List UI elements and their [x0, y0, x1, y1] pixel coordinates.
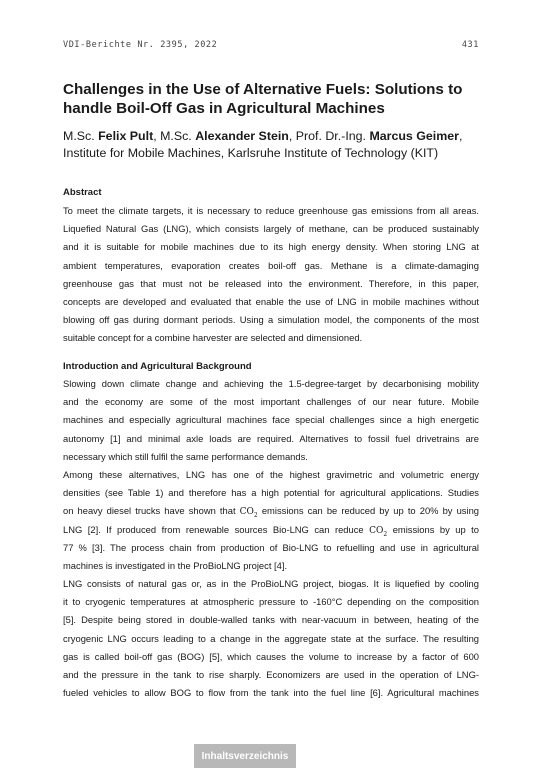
text-line: and the economy are some of the most important challenges of our near future. Mobile	[63, 396, 479, 408]
text-line: 77 % [3]. The process chain from production of Bio-LNG to refuelling and use in agricultural	[63, 541, 479, 553]
text-line: To meet the climate targets, it is necessary to reduce greenhouse gas emissions from all areas.	[63, 205, 479, 216]
text-segment: emissions by up to	[387, 523, 480, 535]
text-line: suitable concept for a combine harvester are selected and dimensioned.	[63, 332, 363, 344]
abstract-body	[63, 202, 479, 348]
text-line: Liquefied Natural Gas (LNG), which consists largely of methane, can be produced sustainably	[63, 223, 479, 235]
text-segment: on heavy diesel trucks have shown that	[63, 505, 240, 517]
co2-subscript: 2	[383, 530, 388, 538]
text-line: concepts are developed and evaluated that enable the use of LNG in mobile machines without	[63, 295, 479, 307]
abstract-heading: Abstract	[63, 187, 102, 198]
text-line: autonomy [1] and minimal axle loads are required. Alternatives to fossil fuel drivetrains are	[63, 432, 479, 444]
author-text: ,	[458, 129, 463, 143]
text-line: Slowing down climate change and achieving the 1.5-degree-target by decarbonising mobility	[63, 378, 479, 389]
co2-formula	[239, 507, 258, 520]
co2-formula	[369, 526, 387, 536]
intro-heading: Introduction and Agricultural Background	[63, 361, 252, 372]
co2-base: CO	[369, 525, 384, 536]
text-segment: LNG [2]. If produced from renewable sources Bio-LNG can reduce	[63, 523, 370, 535]
author-block	[63, 128, 493, 162]
text-line	[63, 502, 479, 520]
text-line	[63, 521, 479, 539]
text-line: machines and especially agricultural machines face special challenges since a high energetic	[63, 414, 479, 426]
text-line: and it is suitable for mobile machines due to its high energy density. When storing LNG at	[63, 241, 479, 253]
text-line: ambient temperatures, evaporation creates boil-off gas. Methane is a climate-damaging	[63, 259, 479, 271]
table-of-contents-button[interactable]: Inhaltsverzeichnis	[194, 744, 296, 768]
text-line: necessary which still fulfil the same performance demands.	[63, 450, 308, 462]
title-line-1: Challenges in the Use of Alternative Fuels: Solutions to	[63, 81, 463, 98]
author-line	[63, 128, 493, 145]
co2-base: CO	[239, 507, 254, 518]
author-text: , M.Sc.	[153, 129, 196, 143]
text-line: blowing off gas during dormant periods. Using a simulation model, the components of the most	[63, 314, 479, 326]
text-line: densities (see Table 1) and therefore has a high potential for agricultural applications. Studies	[63, 487, 479, 499]
paper-title	[63, 80, 483, 118]
text-line: fueled vehicles to allow BOG to flow from the tank into the fuel line [6]. Agricultural machines	[63, 687, 479, 699]
text-line: [5]. Despite being stored in double-walled tanks with near-vacuum in between, heating of the	[63, 614, 479, 626]
author-name: Felix Pult	[98, 129, 154, 143]
author-name: Marcus Geimer	[369, 129, 459, 143]
text-segment: emissions can be reduced by up to 20% by using	[257, 505, 479, 517]
text-line: Among these alternatives, LNG has one of the highest gravimetric and volumetric energy	[63, 468, 479, 480]
text-line: machines is investigated in the ProBioLNG project [4].	[63, 559, 288, 571]
text-line: greenhouse gas that must not be released into the environment. Therefore, in this paper,	[63, 277, 479, 289]
page-number: 431	[461, 40, 479, 50]
text-line: LNG consists of natural gas or, as in the ProBioLNG project, biogas. It is liquefied by cooling	[63, 578, 479, 590]
text-line: and the pressure in the tank to rise sharply. Economizers are used in the operation of LNG-	[63, 669, 479, 680]
affiliation: Institute for Mobile Machines, Karlsruhe Institute of Technology (KIT)	[63, 146, 439, 160]
title-line-2: handle Boil-Off Gas in Agricultural Machines	[63, 100, 385, 117]
intro-body	[63, 375, 479, 702]
page-header	[63, 40, 479, 52]
author-text: , Prof. Dr.-Ing.	[288, 129, 370, 143]
co2-subscript: 2	[253, 512, 258, 520]
author-text: M.Sc.	[63, 129, 99, 143]
text-line: it to cryogenic temperatures at atmospheric pressure to -160°C depending on the composition	[63, 596, 479, 608]
author-name: Alexander Stein	[195, 129, 289, 143]
text-line: gas is called boil-off gas (BOG) [5], which causes the volume to increase by a factor of 600	[63, 650, 479, 662]
text-line: cryogenic LNG occurs leading to a change in the aggregate state at the surface. The resulting	[63, 632, 479, 644]
series-label: VDI-Berichte Nr. 2395, 2022	[63, 40, 218, 50]
